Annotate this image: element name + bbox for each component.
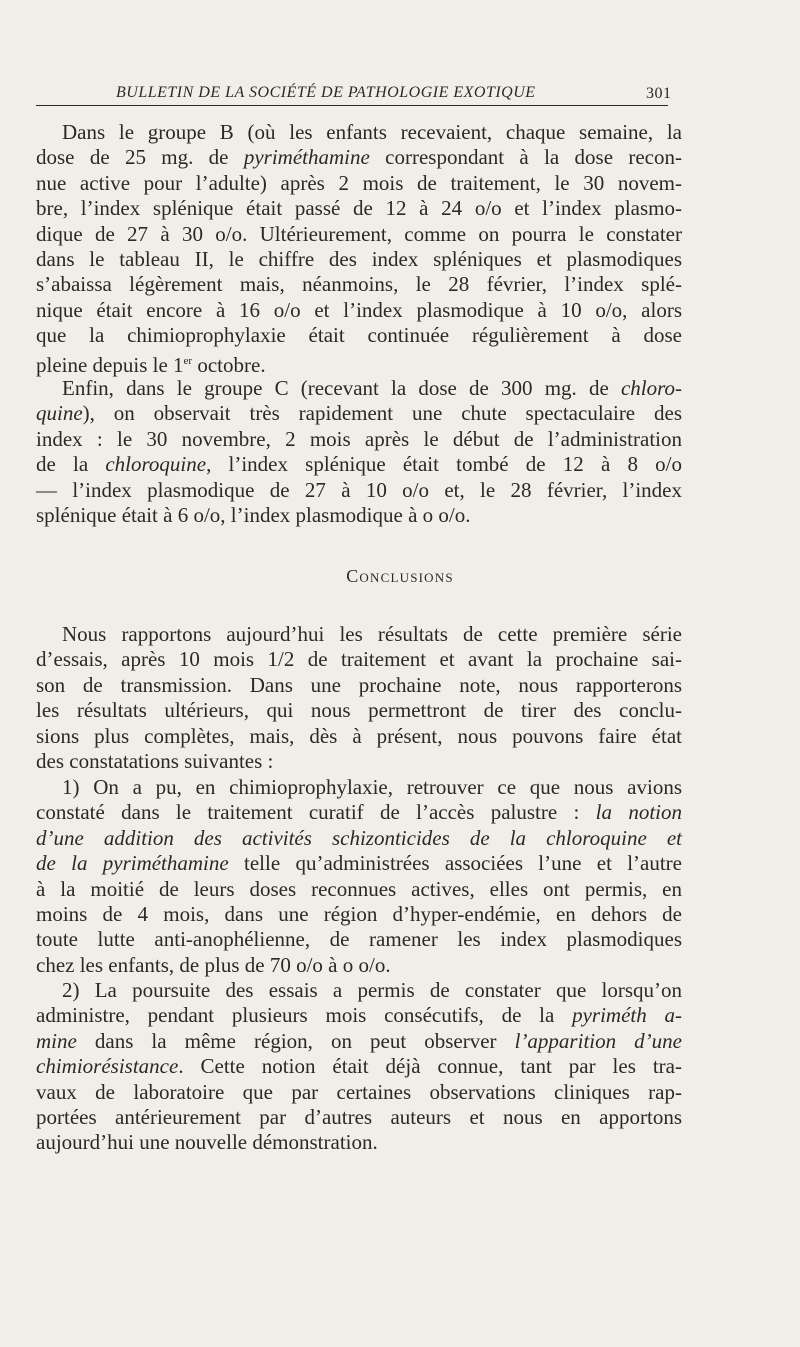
text-line: nue active pour l’adulte) après 2 mois de traitement, le 30 novem- [36,170,682,195]
section-heading: Conclusions [346,566,454,586]
drug-name: pyriméthamine [243,145,370,170]
text-line: pleine depuis le 1er octobre. [36,352,266,377]
text-line: moins de 4 mois, dans une région d’hyper-endémie, en dehors de [36,902,682,927]
text-line: toute lutte anti-anophélienne, de ramener les index plasmodiques [36,927,682,952]
text-line: nique était encore à 16 o/o et l’index plasmodique à 10 o/o, alors [36,297,682,322]
text-line: à la moitié de leurs doses reconnues actives, elles ont permis, en [36,876,682,901]
journal-title: BULLETIN DE LA SOCIÉTÉ DE PATHOLOGIE EXOTIQUE [116,84,536,101]
text-line: que la chimioprophylaxie était continuée régulièrement à dose [36,323,682,348]
text-line: Dans le groupe B (où les enfants recevaient, chaque semaine, la [62,120,682,144]
text-line: chez les enfants, de plus de 70 o/o à o o/o. [36,952,391,977]
text-line: de la chloroquine, l’index splénique était tombé de 12 à 8 o/o [36,452,682,477]
text-line: chimiorésistance. Cette notion était déjà connue, tant par les tra- [36,1054,682,1079]
paragraph-group-b [36,120,682,378]
text-line: dose de 25 mg. de pyriméthamine correspondant à la dose recon- [36,145,682,170]
text-line: des constatations suivantes : [36,749,274,774]
paragraph-conclusions-intro [36,622,682,774]
header-rule [36,105,668,106]
text-line: 1) On a pu, en chimioprophylaxie, retrouver ce que nous avions [62,775,682,799]
paragraph-group-c [36,376,682,528]
paragraph-conclusion-1 [36,775,682,978]
text-line: Nous rapportons aujourd’hui les résultats de cette première série [62,622,682,646]
page-number: 301 [646,85,672,102]
text-line: aujourd’hui une nouvelle démonstration. [36,1130,378,1155]
text-line: s’abaissa légèrement mais, néanmoins, le 28 février, l’index splé- [36,272,682,297]
text-line: 2) La poursuite des essais a permis de constater que lorsqu’on [62,978,682,1002]
text-line: dique de 27 à 30 o/o. Ultérieurement, comme on pourra le constater [36,221,682,246]
text-line: — l’index plasmodique de 27 à 10 o/o et, le 28 février, l’index [36,477,682,502]
text-line: mine dans la même région, on peut observer l’apparition d’une [36,1028,682,1053]
text-line: portées antérieurement par d’autres auteurs et nous en apportons [36,1105,682,1130]
text-line: Enfin, dans le groupe C (recevant la dose de 300 mg. de chloro- [62,376,682,400]
text-line: constaté dans le traitement curatif de l’accès palustre : la notion [36,800,682,825]
text-line: bre, l’index splénique était passé de 12 à 24 o/o et l’index plasmo- [36,196,682,221]
paragraph-conclusion-2 [36,978,682,1156]
text-line: les résultats ultérieurs, qui nous permettront de tirer des conclu- [36,698,682,723]
text-line: son de transmission. Dans une prochaine note, nous rapporterons [36,672,682,697]
text-line: dans le tableau II, le chiffre des index spléniques et plasmodiques [36,247,682,272]
text-line: administre, pendant plusieurs mois consécutifs, de la pyriméth a- [36,1003,682,1028]
text-line: d’essais, après 10 mois 1/2 de traitement et avant la prochaine sai- [36,647,682,672]
text-line: de la pyriméthamine telle qu’administrées associées l’une et l’autre [36,851,682,876]
text-line: vaux de laboratoire que par certaines observations cliniques rap- [36,1079,682,1104]
text-line: index : le 30 novembre, 2 mois après le début de l’administration [36,426,682,451]
text-line: d’une addition des activités schizonticides de la chloroquine et [36,825,682,850]
text-line: quine), on observait très rapidement une chute spectaculaire des [36,401,682,426]
text-line: sions plus complètes, mais, dès à présent, nous pouvons faire état [36,723,682,748]
text-line: splénique était à 6 o/o, l’index plasmodique à o o/o. [36,503,471,528]
